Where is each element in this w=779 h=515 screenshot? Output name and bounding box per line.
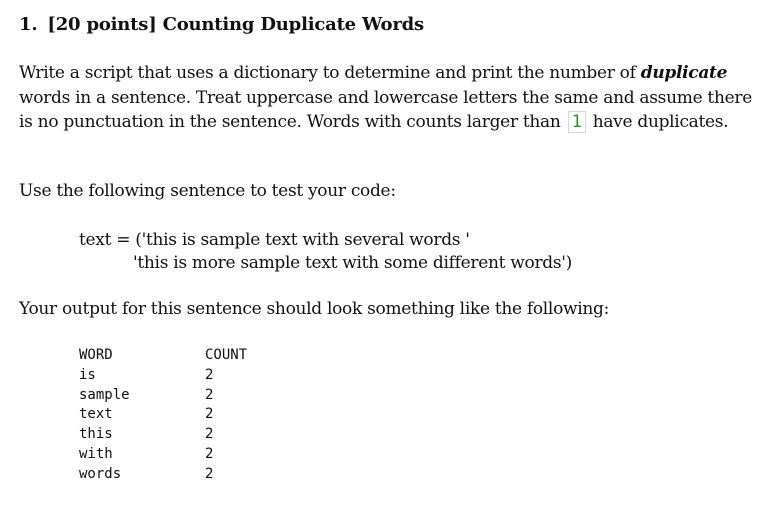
instructions-text-2: words in a sentence. Treat uppercase and lowercase letters the same and assume there is no punctuation in the sentence. Words with counts larger than [19,87,752,132]
code-line-1: text = ('this is sample text with several words ' [79,230,470,250]
question-number: 1. [19,14,38,35]
question-title: [20 points] Counting Duplicate Words [47,14,424,35]
output-count: 2 [205,366,214,383]
output-row [79,445,247,465]
output-row [79,366,247,386]
output-word: words [79,465,122,482]
output-row [79,386,247,406]
duplicate-emphasis: duplicate [640,63,728,83]
instructions-text-1: Write a script that uses a dictionary to determine and print the number of [19,63,636,83]
output-count: 2 [205,406,214,423]
output-word: this [79,426,113,443]
output-header-count: COUNT [205,347,248,363]
output-count: 2 [205,445,214,462]
output-word: sample [79,386,130,403]
instructions-paragraph [19,61,759,135]
output-header-row [79,346,247,366]
output-row [79,405,247,425]
question-heading [19,14,424,35]
output-count: 2 [205,465,214,482]
test-intro-text: Use the following sentence to test your code: [19,181,396,201]
output-row [79,465,247,485]
output-count: 2 [205,426,214,443]
output-word: with [79,445,113,462]
output-count: 2 [205,386,214,403]
output-intro-text: Your output for this sentence should look something like the following: [19,299,610,319]
output-row [79,425,247,445]
output-table [79,346,247,485]
threshold-code: 1 [568,111,586,133]
output-header-word: WORD [79,347,113,363]
output-word: text [79,406,113,423]
code-line-2: 'this is more sample text with some different words') [133,253,572,273]
instructions-text-3: have duplicates. [592,112,729,132]
output-word: is [79,366,96,383]
